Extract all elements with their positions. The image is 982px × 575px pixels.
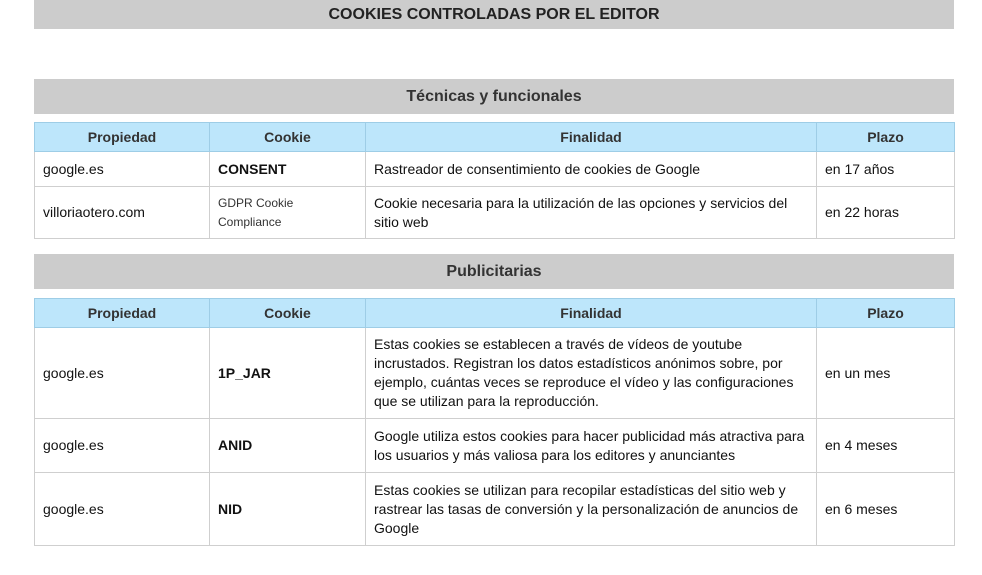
table-header-row [35, 299, 955, 328]
cell-cookie: ANID [210, 419, 366, 473]
cell-property: google.es [35, 152, 210, 187]
cell-cookie: NID [210, 473, 366, 546]
cell-purpose: Google utiliza estos cookies para hacer publicidad más atractiva para los usuarios y más valiosa para los editores y anunciantes [366, 419, 817, 473]
cell-term: en 17 años [817, 152, 955, 187]
cell-property: google.es [35, 419, 210, 473]
cell-cookie: CONSENT [210, 152, 366, 187]
table-row [35, 152, 955, 187]
table-row [35, 328, 955, 419]
cell-purpose: Rastreador de consentimiento de cookies de Google [366, 152, 817, 187]
header-propiedad: Propiedad [35, 123, 210, 152]
cell-purpose: Estas cookies se utilizan para recopilar estadísticas del sitio web y rastrear las tasas de conversión y la personalización de anuncios de Google [366, 473, 817, 546]
header-propiedad: Propiedad [35, 299, 210, 328]
cell-property: google.es [35, 473, 210, 546]
cookies-table-tecnicas [34, 122, 955, 239]
header-plazo: Plazo [817, 123, 955, 152]
cookies-table-publicitarias [34, 298, 955, 546]
header-finalidad: Finalidad [366, 299, 817, 328]
table-row [35, 187, 955, 239]
header-finalidad: Finalidad [366, 123, 817, 152]
cell-term: en 4 meses [817, 419, 955, 473]
cell-property: villoriaotero.com [35, 187, 210, 239]
table-header-row [35, 123, 955, 152]
section-title-tecnicas: Técnicas y funcionales [34, 79, 954, 114]
cell-term: en 6 meses [817, 473, 955, 546]
cell-purpose: Estas cookies se establecen a través de vídeos de youtube incrustados. Registran los datos estadísticos anónimos sobre, por ejemplo, cuántas veces se reproduce el vídeo y las configuraciones que se utilizan para la reproducción. [366, 328, 817, 419]
header-plazo: Plazo [817, 299, 955, 328]
section-title-publicitarias: Publicitarias [34, 254, 954, 289]
cell-term: en 22 horas [817, 187, 955, 239]
header-cookie: Cookie [210, 299, 366, 328]
table-row [35, 419, 955, 473]
page-title: COOKIES CONTROLADAS POR EL EDITOR [34, 0, 954, 29]
header-cookie: Cookie [210, 123, 366, 152]
cell-cookie: GDPR Cookie Compliance [210, 187, 366, 239]
cell-term: en un mes [817, 328, 955, 419]
table-row [35, 473, 955, 546]
cell-cookie: 1P_JAR [210, 328, 366, 419]
cell-property: google.es [35, 328, 210, 419]
cell-purpose: Cookie necesaria para la utilización de las opciones y servicios del sitio web [366, 187, 817, 239]
